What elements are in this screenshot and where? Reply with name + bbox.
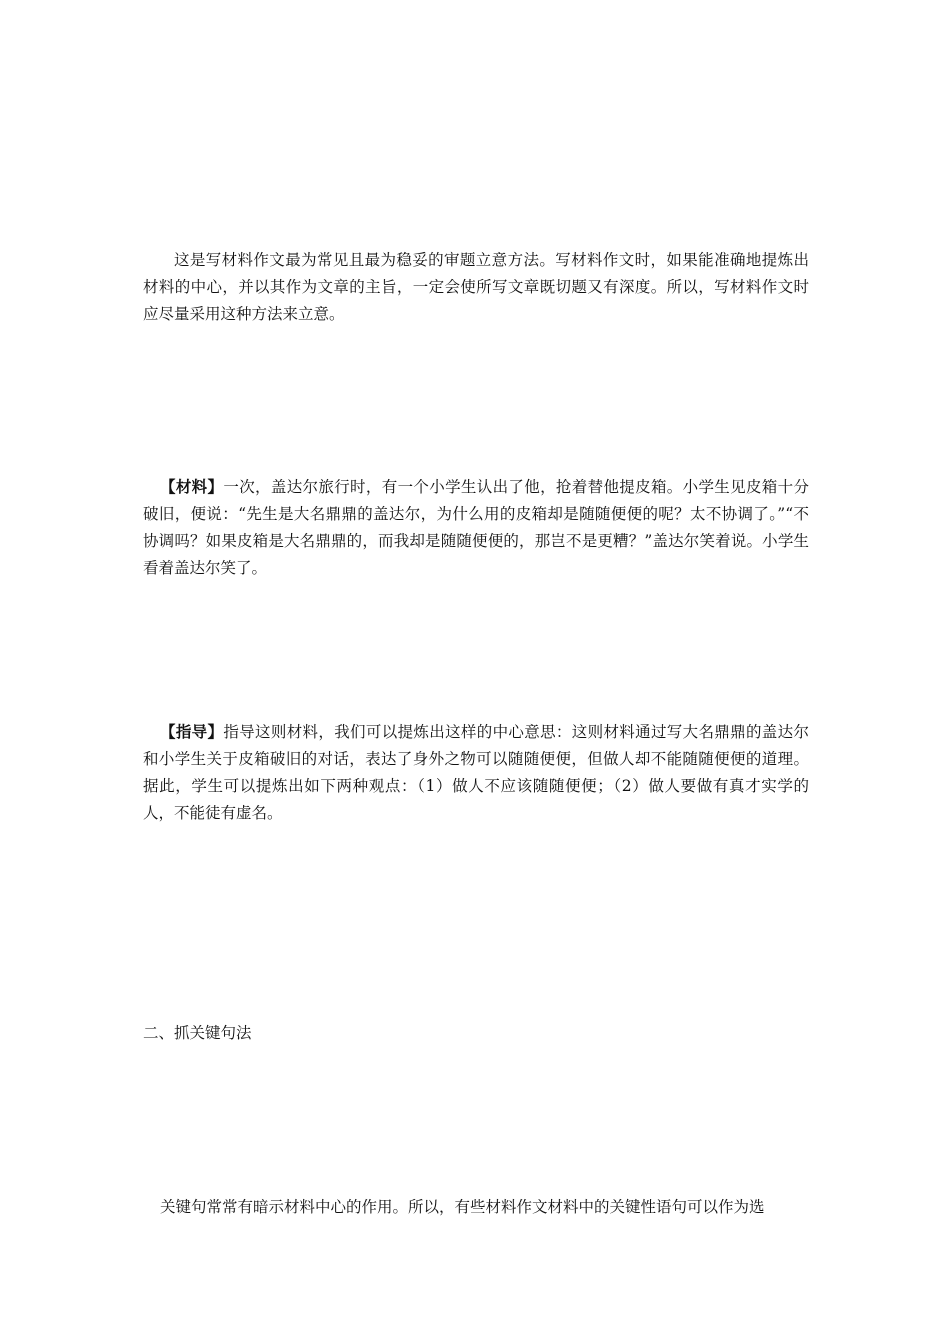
- guidance-label: 【指导】: [160, 722, 224, 741]
- guidance-paragraph: [143, 718, 809, 827]
- key-sentence-paragraph: 关键句常常有暗示材料中心的作用。所以，有些材料作文材料中的关键性语句可以作为选: [160, 1198, 765, 1216]
- section-heading: 二、抓关键句法: [143, 1024, 252, 1042]
- guidance-text: 指导这则材料，我们可以提炼出这样的中心意思：这则材料通过写大名鼎鼎的盖达尔和小学生关于皮箱破旧的对话，表达了身外之物可以随随便便，但做人却不能随随便便的道理。据此，学生可以提炼出如下两种观点：（1）做人不应该随随便便；（2）做人要做有真才实学的人，不能徒有虚名。: [143, 723, 809, 822]
- intro-paragraph: 这是写材料作文最为常见且最为稳妥的审题立意方法。写材料作文时，如果能准确地提炼出材料的中心，并以其作为文章的主旨，一定会使所写文章既切题又有深度。所以，写材料作文时应尽量采用这种方法来立意。: [143, 251, 809, 323]
- material-text: 一次，盖达尔旅行时，有一个小学生认出了他，抢着替他提皮箱。小学生见皮箱十分破旧，便说：“先生是大名鼎鼎的盖达尔，为什么用的皮箱却是随随便便的呢？太不协调了。”“不协调吗？如果皮箱是大名鼎鼎的，而我却是随随便便的，那岂不是更糟？”盖达尔笑着说。小学生看着盖达尔笑了。: [143, 478, 809, 577]
- material-paragraph: [143, 473, 809, 582]
- material-label: 【材料】: [160, 477, 224, 496]
